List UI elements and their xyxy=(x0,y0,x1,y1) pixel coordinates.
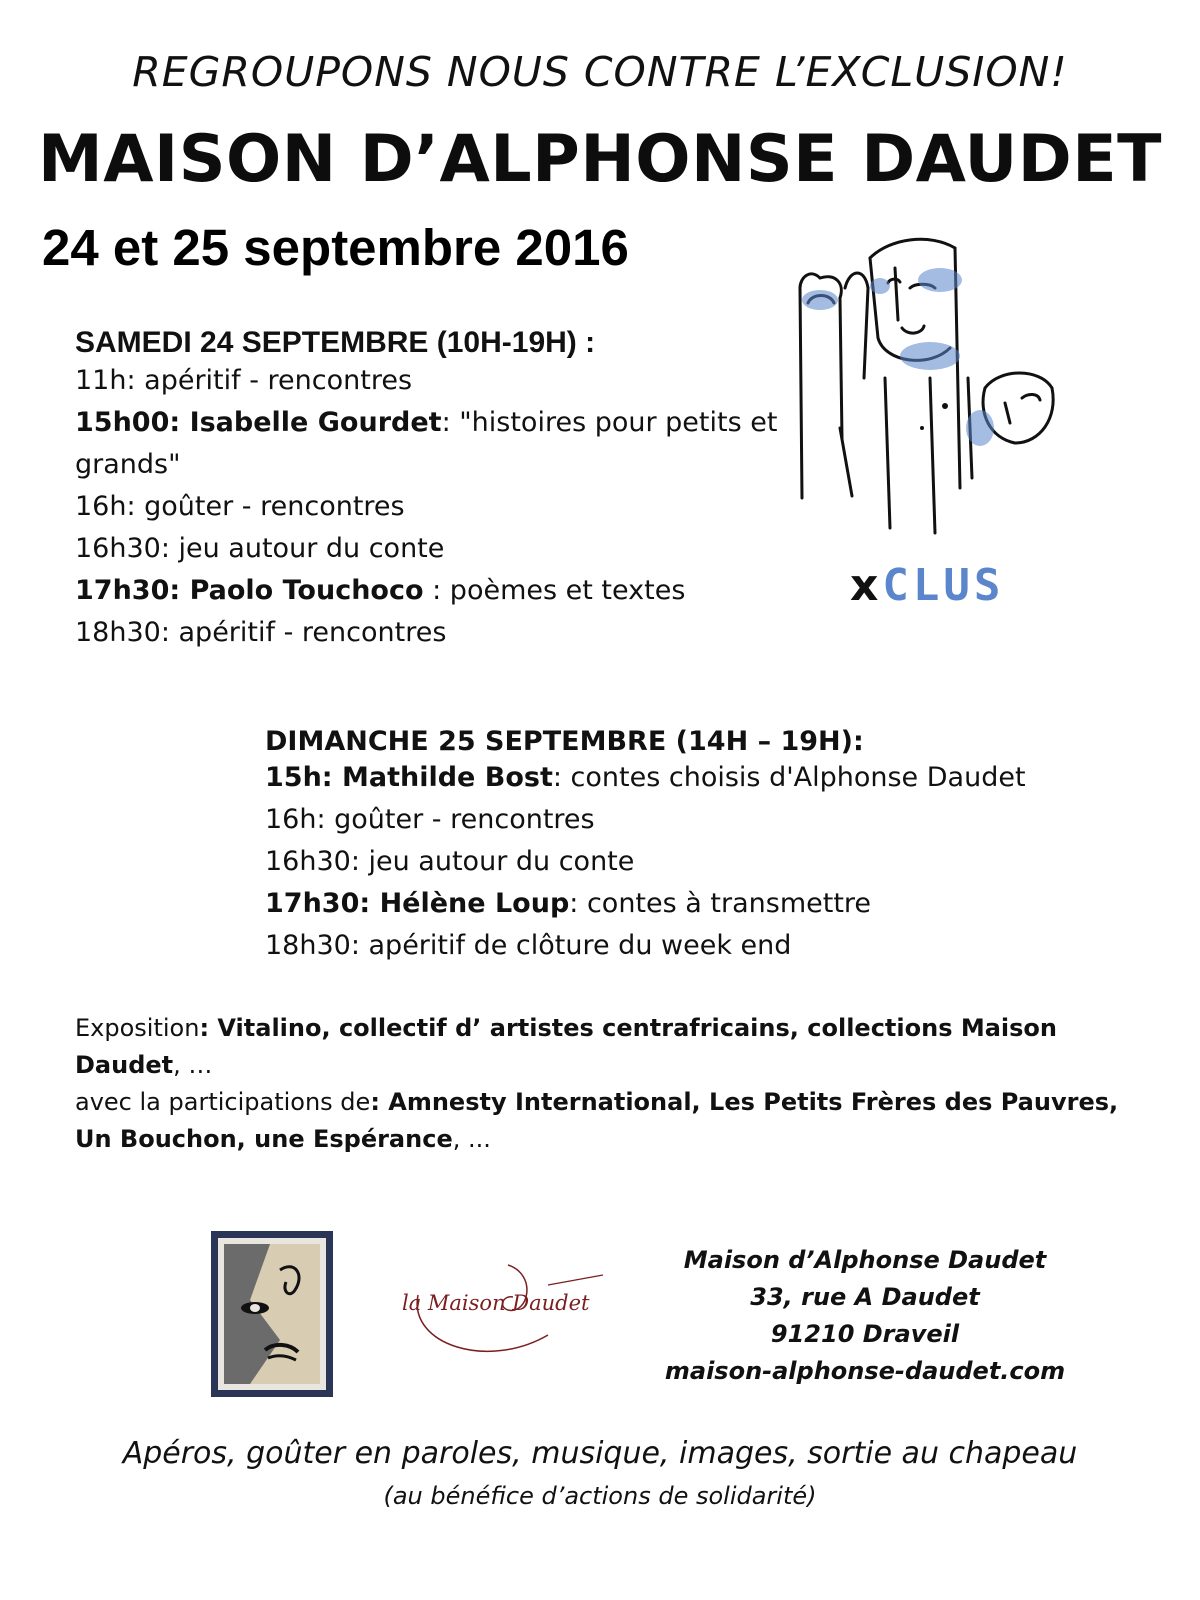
item-text: 16h: goûter - rencontres xyxy=(265,804,595,835)
item-text: 11h: apéritif - rencontres xyxy=(75,365,413,396)
item-bold: 15h00: Isabelle Gourdet xyxy=(75,407,442,438)
sunday-item xyxy=(265,757,1125,799)
participation-paragraph xyxy=(75,1084,1155,1158)
address-street: 33, rue A Daudet xyxy=(750,1283,980,1311)
item-bold: 17h30: Paolo Touchoco xyxy=(75,575,424,606)
event-dates: 24 et 25 septembre 2016 xyxy=(42,219,629,276)
exposition-info xyxy=(75,1010,1155,1158)
faces-artwork xyxy=(790,228,1090,538)
venue-title: MAISON D’ALPHONSE DAUDET xyxy=(38,122,1162,197)
item-text: : contes à transmettre xyxy=(569,888,872,919)
saturday-list xyxy=(75,360,795,654)
item-text: : contes choisis d'Alphonse Daudet xyxy=(552,762,1026,793)
venue-address xyxy=(650,1242,1080,1390)
event-tagline: REGROUPONS NOUS CONTRE L’EXCLUSION! xyxy=(132,48,1068,96)
sunday-item xyxy=(265,925,1125,967)
xclus-logo xyxy=(850,560,1004,611)
address-city: 91210 Draveil xyxy=(770,1320,960,1348)
exposition-artists: : Vitalino, collectif d’ artistes centrafricains, collections Maison Daudet xyxy=(75,1014,1058,1079)
website-link[interactable]: maison-alphonse-daudet.com xyxy=(664,1357,1066,1385)
participation-label: avec la participations de xyxy=(75,1088,371,1116)
logo-swirl xyxy=(398,1255,618,1375)
saturday-item xyxy=(75,570,795,612)
xclus-x: x xyxy=(850,560,883,611)
exposition-label: Exposition xyxy=(75,1014,200,1042)
item-bold: 17h30: Hélène Loup xyxy=(265,888,570,919)
item-text: 16h30: jeu autour du conte xyxy=(75,533,445,564)
saturday-item xyxy=(75,402,795,486)
footer-activities: Apéros, goûter en paroles, musique, images, sortie au chapeau xyxy=(122,1436,1078,1471)
saturday-item xyxy=(75,486,795,528)
sunday-programme xyxy=(265,726,1125,967)
exposition-paragraph xyxy=(75,1010,1155,1084)
saturday-item xyxy=(75,528,795,570)
item-text: : "histoires pour petits et grands" xyxy=(75,407,778,480)
item-text: 16h: goûter - rencontres xyxy=(75,491,405,522)
saturday-programme xyxy=(75,326,795,654)
footer-solidarity-note: (au bénéfice d’actions de solidarité) xyxy=(383,1482,817,1510)
logo-text: la Maison Daudet xyxy=(402,1291,590,1315)
sunday-item xyxy=(265,799,1125,841)
saturday-item xyxy=(75,612,795,654)
participation-tail: , ... xyxy=(452,1125,491,1153)
item-text: : poèmes et textes xyxy=(423,575,686,606)
item-bold: 15h: Mathilde Bost xyxy=(265,762,553,793)
sunday-list xyxy=(265,757,1125,967)
xclus-text: CLUS xyxy=(882,560,1005,611)
saturday-heading: SAMEDI 24 SEPTEMBRE (10H-19H) : xyxy=(75,326,596,359)
maison-daudet-logo xyxy=(398,1255,618,1375)
participation-partners: : Amnesty International, Les Petits Frères des Pauvres, Un Bouchon, une Espérance xyxy=(75,1088,1119,1153)
sunday-item xyxy=(265,841,1125,883)
exposition-tail: , … xyxy=(173,1051,213,1079)
sunday-item xyxy=(265,883,1125,925)
item-text: 16h30: jeu autour du conte xyxy=(265,846,635,877)
item-text: 18h30: apéritif de clôture du week end xyxy=(265,930,792,961)
framed-artwork xyxy=(210,1230,334,1398)
sunday-heading: DIMANCHE 25 SEPTEMBRE (14H – 19H): xyxy=(265,726,864,757)
address-name: Maison d’Alphonse Daudet xyxy=(683,1246,1047,1274)
saturday-item xyxy=(75,360,795,402)
item-text: 18h30: apéritif - rencontres xyxy=(75,617,447,648)
